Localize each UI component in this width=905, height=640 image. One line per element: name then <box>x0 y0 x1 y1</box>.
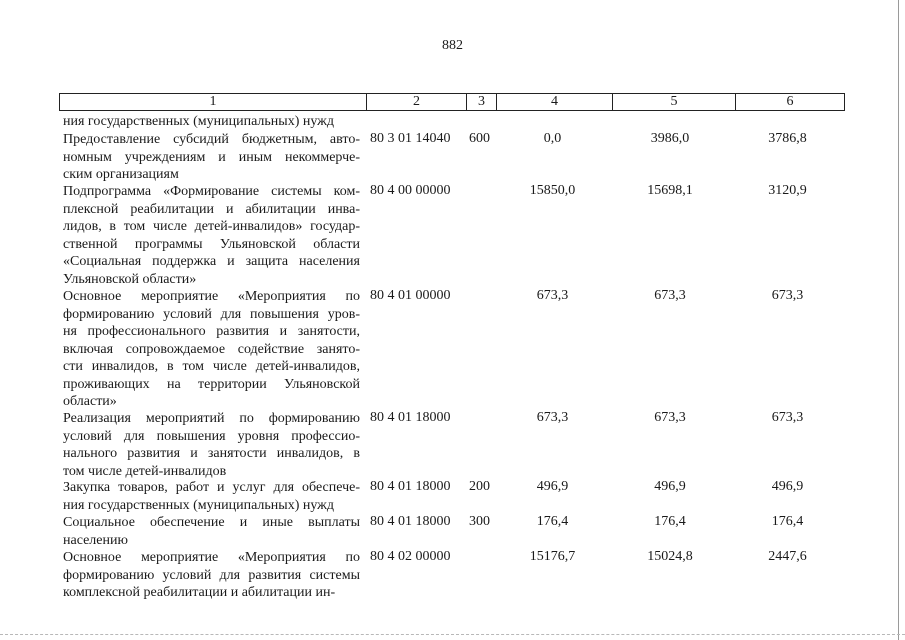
amount-col-6: 3786,8 <box>768 131 807 146</box>
row-description <box>63 514 360 549</box>
description-line: номным учреждениям и иным некоммерче- <box>63 149 360 165</box>
description-line: комплексной реабилитации и абилитации ин- <box>63 585 336 600</box>
description-line: Предоставление субсидий бюджетным, авто- <box>63 132 360 147</box>
row-description <box>63 113 360 131</box>
description-line: формированию условий для повышения уров- <box>63 306 360 322</box>
description-line: ня профессионального развития и занятости, <box>63 324 360 339</box>
description-line: ния государственных (муниципальных) нужд <box>63 497 334 513</box>
amount-col-4: 176,4 <box>536 514 569 529</box>
expense-type-code: 300 <box>469 514 490 529</box>
row-description <box>63 410 360 480</box>
amount-col-4: 673,3 <box>536 410 569 425</box>
amount-col-5: 15024,8 <box>647 549 693 564</box>
header-col-3: 3 <box>467 94 497 111</box>
description-line: Ульяновской области» <box>63 271 197 287</box>
target-article-code: 80 3 01 14040 <box>370 131 451 146</box>
header-col-5: 5 <box>613 94 736 111</box>
description-line: населению <box>63 532 128 548</box>
amount-col-4: 496,9 <box>536 479 569 494</box>
row-description <box>63 131 360 184</box>
description-line: ским организациям <box>63 167 179 182</box>
amount-col-6: 3120,9 <box>768 183 807 198</box>
description-line: Основное мероприятие «Мероприятия по <box>63 289 360 304</box>
description-line: том числе детей-инвалидов <box>63 463 227 479</box>
amount-col-5: 496,9 <box>654 479 686 494</box>
description-line: сти инвалидов, в том числе детей-инвалидов, <box>63 359 360 374</box>
description-line: плексной реабилитации и абилитации инва- <box>63 201 360 217</box>
amount-col-6: 2447,6 <box>768 549 807 564</box>
header-col-1: 1 <box>60 94 367 111</box>
amount-col-6: 496,9 <box>771 479 804 494</box>
amount-col-5: 673,3 <box>654 288 686 303</box>
row-description <box>63 549 360 602</box>
target-article-code: 80 4 02 00000 <box>370 549 451 564</box>
description-line: Реализация мероприятий по формированию <box>63 411 360 426</box>
description-line: нального развития и занятости инвалидов, в <box>63 446 360 461</box>
page-number: 882 <box>442 38 463 53</box>
description-line: ния государственных (муниципальных) нужд <box>63 114 334 129</box>
target-article-code: 80 4 01 18000 <box>370 514 451 529</box>
row-description <box>63 479 360 514</box>
amount-col-4: 15176,7 <box>529 549 576 564</box>
amount-col-5: 176,4 <box>654 514 686 529</box>
description-line: Закупка товаров, работ и услуг для обеспече- <box>63 480 360 495</box>
amount-col-6: 673,3 <box>771 288 804 303</box>
header-col-4: 4 <box>497 94 613 111</box>
description-line: условий для повышения уровня профессио- <box>63 428 360 444</box>
description-line: формированию условий для развития системы <box>63 567 360 583</box>
table-header <box>59 93 845 111</box>
description-line: лидов, в том числе детей-инвалидов» государ- <box>63 219 360 234</box>
scan-edge-line <box>0 634 905 636</box>
target-article-code: 80 4 01 18000 <box>370 479 451 494</box>
description-line: ственной программы Ульяновской области <box>63 236 360 252</box>
amount-col-5: 673,3 <box>654 410 686 425</box>
amount-col-4: 15850,0 <box>529 183 576 198</box>
row-description <box>63 183 360 288</box>
description-line: области» <box>63 394 117 409</box>
amount-col-5: 15698,1 <box>647 183 693 198</box>
amount-col-4: 673,3 <box>536 288 569 303</box>
header-col-6: 6 <box>736 94 845 111</box>
description-line: Подпрограмма «Формирование системы ком- <box>63 184 360 199</box>
target-article-code: 80 4 01 18000 <box>370 410 451 425</box>
scan-edge-line <box>898 0 899 640</box>
expense-type-code: 600 <box>469 131 490 146</box>
expense-type-code: 200 <box>469 479 490 494</box>
amount-col-6: 673,3 <box>771 410 804 425</box>
description-line: «Социальная поддержка и защита населения <box>63 254 360 269</box>
target-article-code: 80 4 01 00000 <box>370 288 451 303</box>
amount-col-5: 3986,0 <box>650 131 690 146</box>
description-line: Социальное обеспечение и иные выплаты <box>63 515 360 530</box>
description-line: проживающих на территории Ульяновской <box>63 376 360 392</box>
header-col-2: 2 <box>367 94 467 111</box>
amount-col-4: 0,0 <box>543 131 562 146</box>
description-line: Основное мероприятие «Мероприятия по <box>63 550 360 565</box>
target-article-code: 80 4 00 00000 <box>370 183 451 198</box>
amount-col-6: 176,4 <box>771 514 804 529</box>
row-description <box>63 288 360 411</box>
description-line: включая сопровождаемое содействие занято- <box>63 341 360 357</box>
